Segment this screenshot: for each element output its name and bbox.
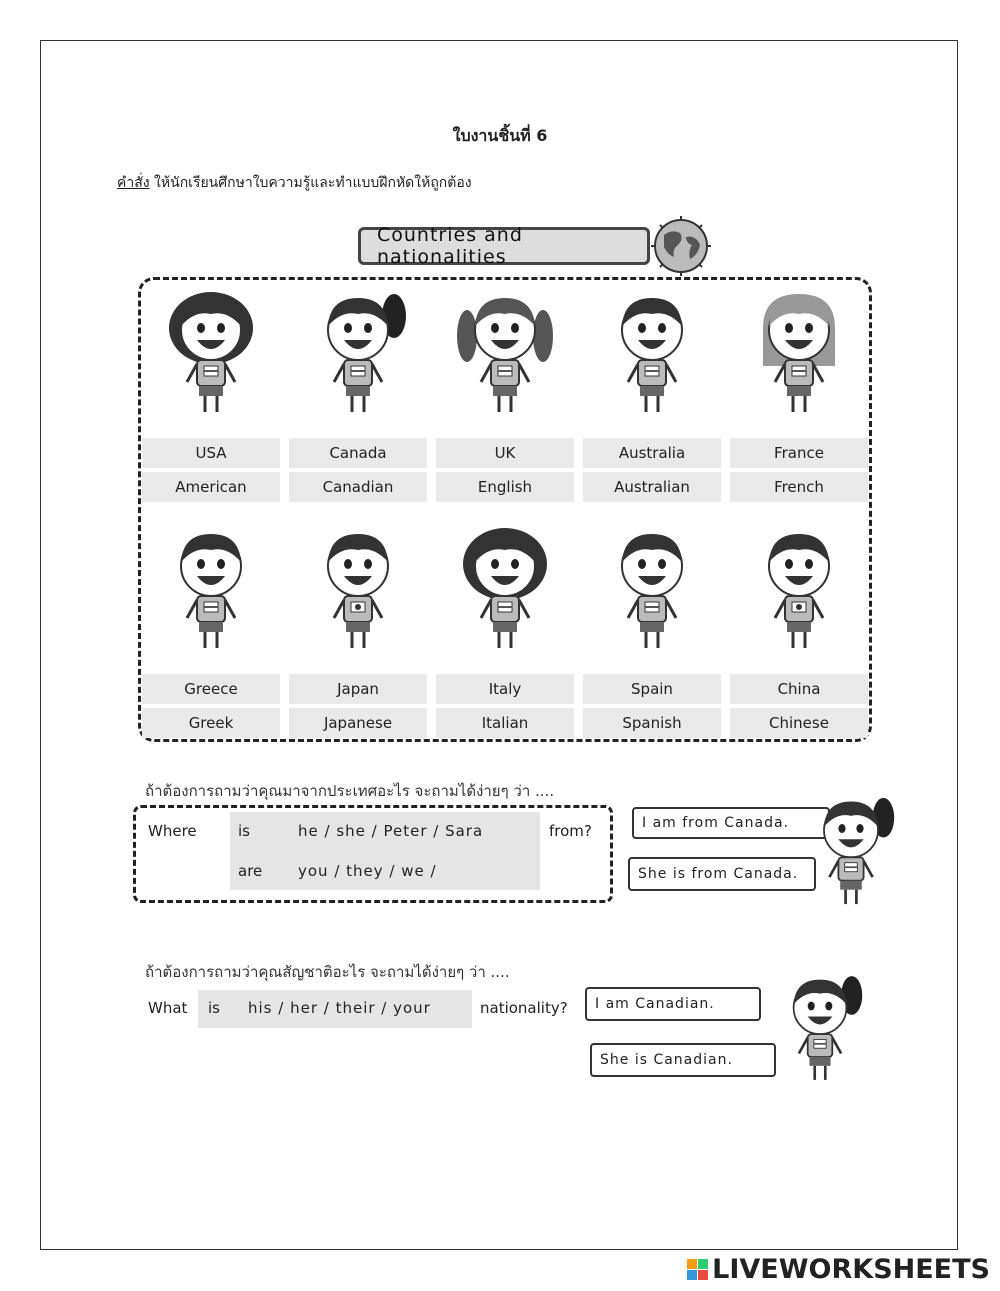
globe-icon xyxy=(650,215,712,277)
speech-bubble: She is Canadian. xyxy=(590,1043,776,1077)
page-title: ใบงานชิ้นที่ 6 xyxy=(452,126,548,145)
child-illustration xyxy=(455,288,555,418)
country-label: Canada xyxy=(289,438,427,468)
girl-canada-illustration xyxy=(806,790,896,912)
nationality-label: Italian xyxy=(436,708,574,738)
country-card xyxy=(730,524,868,734)
country-card xyxy=(436,524,574,734)
word-what: What xyxy=(148,999,188,1017)
country-card xyxy=(436,288,574,498)
child-illustration xyxy=(308,524,408,654)
child-illustration xyxy=(161,524,261,654)
country-card xyxy=(289,288,427,498)
question1-prompt: ถ้าต้องการถามว่าคุณมาจากประเทศอะไร จะถามได้ง่ายๆ ว่า .... xyxy=(145,782,555,800)
child-illustration xyxy=(749,524,849,654)
are-subjects: you / they / we / xyxy=(298,862,437,880)
speech-bubble: I am from Canada. xyxy=(632,807,830,839)
child-illustration xyxy=(602,288,702,418)
logo-square xyxy=(698,1259,708,1269)
speech-bubble: I am Canadian. xyxy=(585,987,761,1021)
child-illustration xyxy=(455,524,555,654)
nationality-label: Australian xyxy=(583,472,721,502)
logo-square xyxy=(687,1259,697,1269)
word-is: is xyxy=(238,822,250,840)
instruction xyxy=(117,172,472,194)
child-illustration xyxy=(749,288,849,418)
country-label: Italy xyxy=(436,674,574,704)
topic-banner: Countries and nationalities xyxy=(358,227,650,265)
logo-mark-icon xyxy=(687,1259,708,1280)
country-label: Spain xyxy=(583,674,721,704)
logo-text: LIVEWORKSHEETS xyxy=(712,1254,990,1285)
child-illustration xyxy=(161,288,261,418)
country-label: China xyxy=(730,674,868,704)
child-illustration xyxy=(602,524,702,654)
girl-canada-illustration xyxy=(776,968,864,1088)
nationality-label: Spanish xyxy=(583,708,721,738)
possessives: his / her / their / your xyxy=(248,999,431,1017)
nationality-label: English xyxy=(436,472,574,502)
country-label: Greece xyxy=(142,674,280,704)
country-card xyxy=(730,288,868,498)
word-is: is xyxy=(208,999,220,1017)
instruction-text: ให้นักเรียนศึกษาใบความรู้และทำแบบฝึกหัดให้ถูกต้อง xyxy=(149,175,472,191)
country-label: USA xyxy=(142,438,280,468)
word-nationality: nationality? xyxy=(480,999,568,1017)
country-card xyxy=(583,524,721,734)
word-are: are xyxy=(238,862,263,880)
instruction-label: คำสั่ง xyxy=(117,175,150,191)
nationality-label: Canadian xyxy=(289,472,427,502)
country-card xyxy=(142,524,280,734)
word-from: from? xyxy=(549,822,592,840)
nationality-label: American xyxy=(142,472,280,502)
nationality-label: Chinese xyxy=(730,708,868,738)
logo-square xyxy=(698,1270,708,1280)
speech-bubble: She is from Canada. xyxy=(628,857,816,891)
is-subjects: he / she / Peter / Sara xyxy=(298,822,484,840)
country-card xyxy=(142,288,280,498)
nationality-label: French xyxy=(730,472,868,502)
question2-prompt: ถ้าต้องการถามว่าคุณสัญชาติอะไร จะถามได้ง่ายๆ ว่า .... xyxy=(145,963,510,981)
country-card xyxy=(583,288,721,498)
child-illustration xyxy=(308,288,408,418)
nationality-label: Japanese xyxy=(289,708,427,738)
word-where: Where xyxy=(148,822,197,840)
nationality-label: Greek xyxy=(142,708,280,738)
country-label: Australia xyxy=(583,438,721,468)
country-label: Japan xyxy=(289,674,427,704)
country-label: UK xyxy=(436,438,574,468)
liveworksheets-logo xyxy=(687,1254,990,1285)
country-label: France xyxy=(730,438,868,468)
country-card xyxy=(289,524,427,734)
logo-square xyxy=(687,1270,697,1280)
